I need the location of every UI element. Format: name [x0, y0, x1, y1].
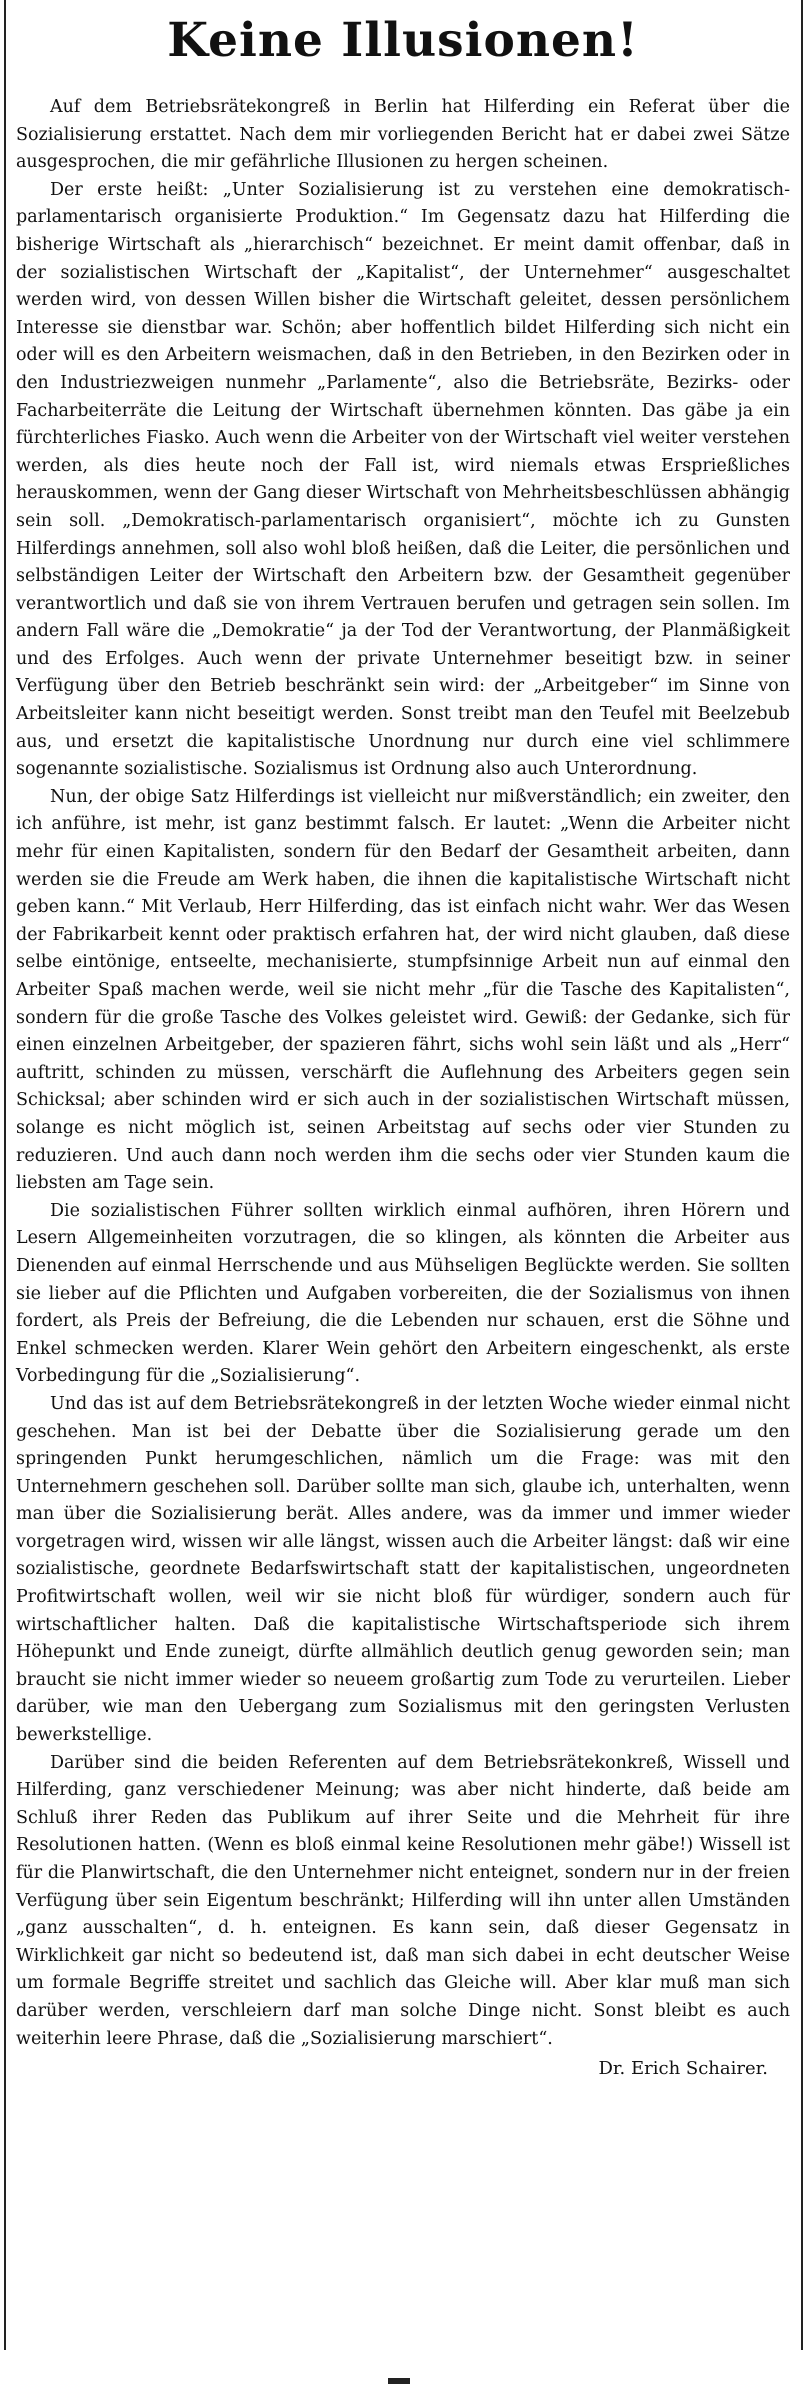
author-signature: Dr. Erich Schairer.: [598, 2058, 768, 2080]
article-headline: Keine Illusionen!: [167, 13, 639, 68]
column-rule-left: [4, 0, 6, 2350]
article-paragraph: Auf dem Betriebsrätekongreß in Berlin hat Hilferding ein Referat über die Sozialisierung erstattet. Nach dem mir vorliegenden Bericht hat er dabei zwei Sätze ausgesprochen, die mir gefährliche Illusionen zu hergen scheinen.: [16, 97, 790, 173]
column-rule-right: [801, 0, 803, 2350]
article-paragraph: Die sozialistischen Führer sollten wirklich einmal aufhören, ihren Hörern und Lesern Allgemeinheiten vorzutragen, die so klingen, als könnten die Arbeiter aus Dienenden auf einmal Herrschende und aus Mühseligen Beglückte werden. Sie sollten sie lieber auf die Pflichten und Aufgaben vorbereiten, die der Sozialismus von ihnen fordert, als Preis der Befreiung, die die Lebenden nur schauen, erst die Söhne und Enkel schmecken werden. Klarer Wein gehört den Arbeitern eingeschenkt, als erste Vorbedingung für die „Sozialisierung“.: [16, 1200, 790, 1387]
article-body: [16, 94, 790, 2053]
article-paragraph: Darüber sind die beiden Referenten auf dem Betriebsrätekonkreß, Wissell und Hilferding, ganz verschiedener Meinung; was aber nicht hinderte, daß beide am Schluß ihrer Reden das Publikum auf ihrer Seite und die Mehrheit für ihre Resolutionen hatten. (Wenn es bloß einmal keine Resolutionen mehr gäbe!) Wissell ist für die Planwirtschaft, die den Unternehmer nicht enteignet, sondern nur in der freien Verfügung über sein Eigentum beschränkt; Hilferding will ihn unter allen Umständen „ganz ausschalten“, d. h. enteignen. Es kann sein, daß dieser Gegensatz in Wirklichkeit gar nicht so bedeutend ist, daß man sich dabei in echt deutscher Weise um formale Begriffe streitet und sachlich das Gleiche will. Aber klar muß man sich darüber werden, verschleiern darf man solche Dinge nicht. Sonst bleibt es auch weiterhin leere Phrase, daß die „Sozialisierung marschiert“.: [16, 1752, 790, 2049]
article-paragraph: Nun, der obige Satz Hilferdings ist vielleicht nur mißverständlich; ein zweiter, den ich anführe, ist mehr, ist ganz bestimmt falsch. Er lautet: „Wenn die Arbeiter nicht mehr für einen Kapitalisten, sondern für den Bedarf der Gesamtheit arbeiten, dann werden sie die Freude am Werk haben, die ihnen die kapitalistische Wirtschaft nicht geben kann.“ Mit Verlaub, Herr Hilferding, das ist einfach nicht wahr. Wer das Wesen der Fabrikarbeit kennt oder praktisch erfahren hat, der wird nicht glauben, daß diese selbe eintönige, entseelte, mechanisierte, stumpfsinnige Arbeit nun auf einmal den Arbeiter Spaß machen werde, weil sie nicht mehr „für die Tasche des Kapitalisten“, sondern für die große Tasche des Volkes geleistet wird. Gewiß: der Gedanke, sich für einen einzelnen Arbeitgeber, der spazieren fährt, sichs wohl sein läßt und als „Herr“ auftritt, schinden zu müssen, verschärft die Auflehnung des Arbeiters gegen sein Schicksal; aber schinden wird er sich auch in der sozialistischen Wirtschaft müssen, solange es nicht möglich ist, seinen Arbeitstag auf sechs oder vier Stunden zu reduzieren. Und auch dann noch werden ihm die sechs oder vier Stunden kaum die liebsten am Tage sein.: [16, 786, 790, 1194]
article-paragraph: Und das ist auf dem Betriebsrätekongreß in der letzten Woche wieder einmal nicht geschehen. Man ist bei der Debatte über die Sozialisierung gerade um den springenden Punkt herumgeschlichen, nämlich um die Frage: was mit den Unternehmern geschehen soll. Darüber sollte man sich, glaube ich, unterhalten, wenn man über die Sozialisierung berät. Alles andere, was da immer und immer wieder vorgetragen wird, wissen wir alle längst, wissen auch die Arbeiter längst: daß wir eine sozialistische, geordnete Bedarfswirtschaft statt der kapitalistischen, ungeordneten Profitwirtschaft wollen, weil wir sie nicht bloß für würdiger, sondern auch für wirtschaftlicher halten. Daß die kapitalistische Wirtschaftsperiode sich ihrem Höhepunkt und Ende zuneigt, dürfte allmählich deutlich genug geworden sein; man braucht sie nicht immer wieder so neueem großartig zum Tode zu verurteilen. Lieber darüber, wie man den Uebergang zum Sozialismus mit den geringsten Verlusten bewerkstellige.: [16, 1393, 790, 1746]
article-paragraph: Der erste heißt: „Unter Sozialisierung ist zu verstehen eine demokratisch-parlamentarisch organisierte Produktion.“ Im Gegensatz dazu hat Hilferding die bisherige Wirtschaft als „hierarchisch“ bezeichnet. Er meint damit offenbar, daß in der sozialistischen Wirtschaft der „Kapitalist“, der Unternehmer“ ausgeschaltet werden wird, von dessen Willen bisher die Wirtschaft geleitet, dessen persönlichem Interesse sie dienstbar war. Schön; aber hoffentlich bildet Hilferding sich nicht ein oder will es den Arbeitern weismachen, daß in den Betrieben, in den Bezirken oder in den Industriezweigen nunmehr „Parlamente“, also die Betriebsräte, Bezirks- oder Facharbeiterräte die Leitung der Wirtschaft übernehmen könnten. Das gäbe ja ein fürchterliches Fiasko. Auch wenn die Arbeiter von der Wirtschaft viel weiter verstehen werden, als dies heute noch der Fall ist, wird niemals etwas Ersprießliches herauskommen, wenn der Gang dieser Wirtschaft von Mehrheitsbeschlüssen abhängig sein soll. „Demokratisch-parlamentarisch organisiert“, möchte ich zu Gunsten Hilferdings annehmen, soll also wohl bloß heißen, daß die Leiter, die persönlichen und selbständigen Leiter der Wirtschaft den Arbeitern bzw. der Gesamtheit gegenüber verantwortlich und daß sie von ihrem Vertrauen berufen und getragen sein sollen. Im andern Fall wäre die „Demokratie“ ja der Tod der Verantwortung, der Planmäßigkeit und des Erfolges. Auch wenn der private Unternehmer beseitigt bzw. in seiner Verfügung über den Betrieb beschränkt sein wird: der „Arbeitgeber“ im Sinne von Arbeitsleiter kann nicht beseitigt werden. Sonst treibt man den Teufel mit Beelzebub aus, und ersetzt die kapitalistische Unordnung nur durch eine viel schlimmere sogenannte sozialistische. Sozialismus ist Ordnung also auch Unterordnung.: [16, 179, 790, 780]
separator-mark: [388, 2378, 410, 2384]
